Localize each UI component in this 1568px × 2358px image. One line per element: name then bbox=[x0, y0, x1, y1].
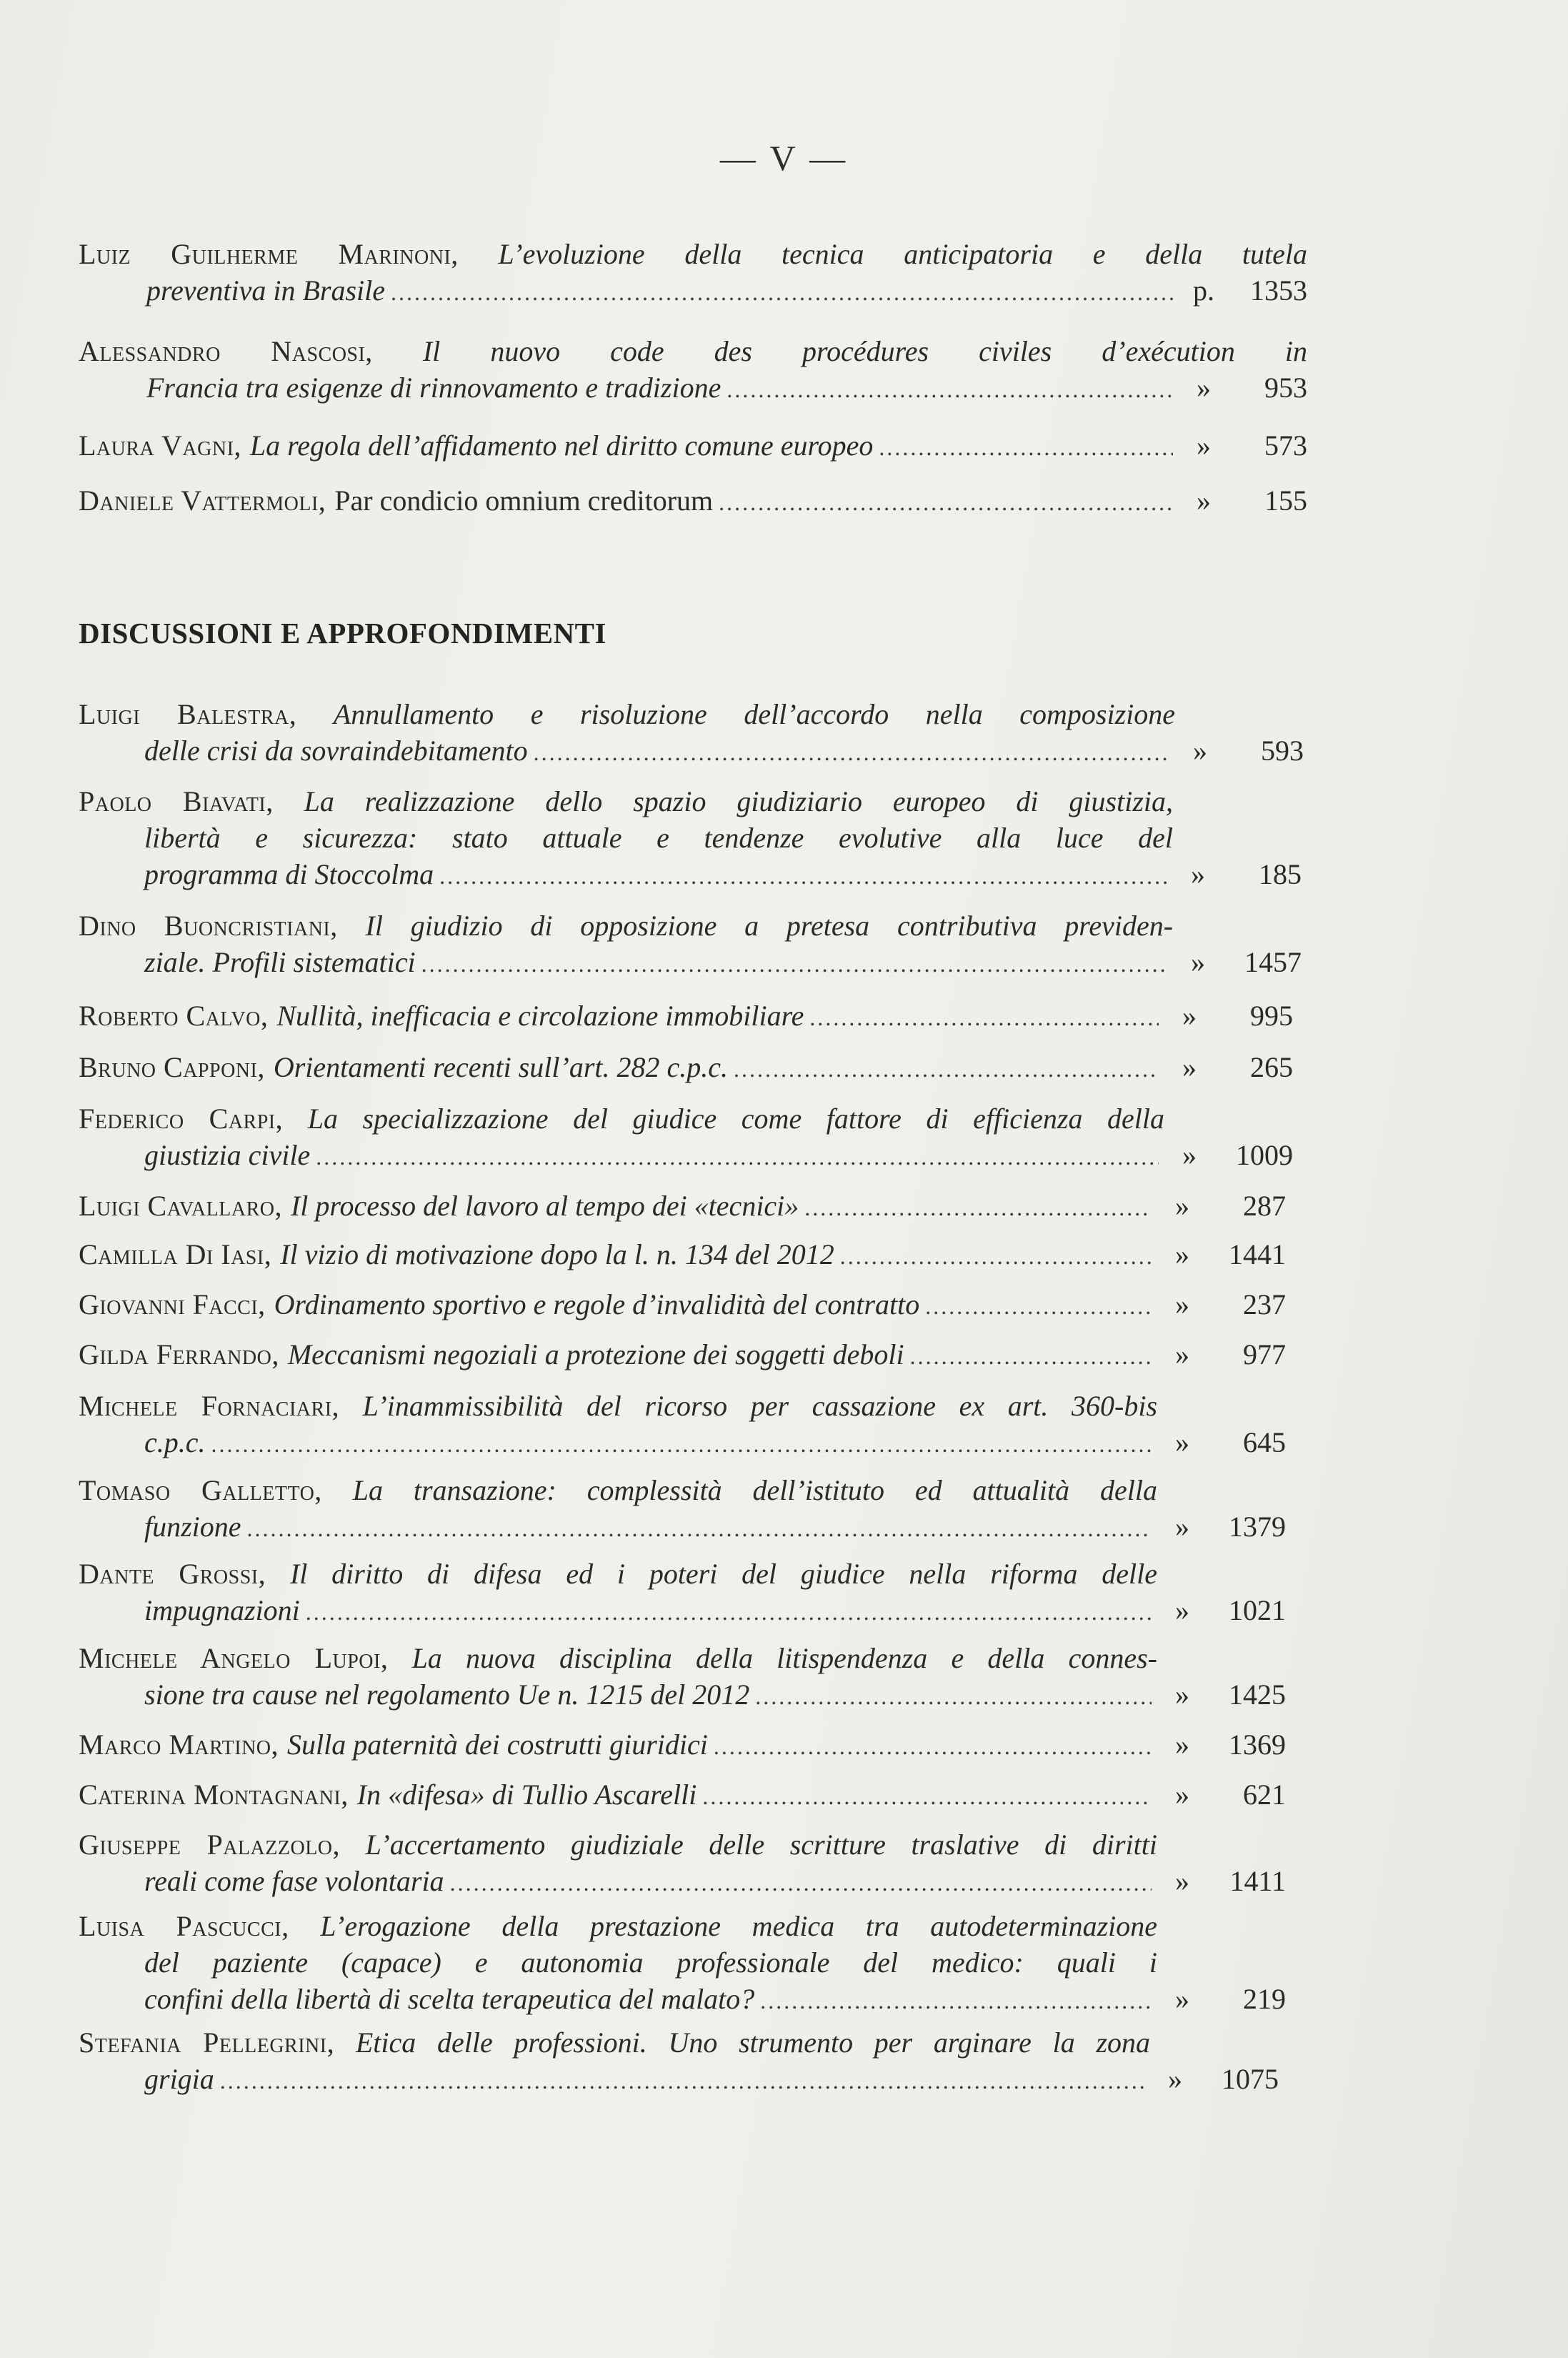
toc-entry-galletto bbox=[79, 1472, 1286, 1547]
leader-dots bbox=[306, 1594, 1152, 1631]
entry-title-cont: grigia bbox=[144, 2063, 214, 2095]
entry-title-cont: libertà e sicurezza: stato attuale e tendenze evolutive alla luce del bbox=[144, 822, 1173, 854]
page-marker: » bbox=[1175, 1511, 1189, 1543]
toc-entry-lupoi bbox=[79, 1640, 1286, 1715]
entry-author: Luigi Cavallaro, bbox=[79, 1190, 282, 1222]
page-marker: » bbox=[1175, 1779, 1189, 1811]
entry-title: Il vizio di motivazione dopo la l. n. 134 del 2012 bbox=[280, 1238, 834, 1270]
page-marker: » bbox=[1175, 1426, 1189, 1458]
entry-title: La realizzazione dello spazio giudiziario europeo di giustizia, bbox=[304, 785, 1173, 817]
entry-page-number: 953 bbox=[1264, 372, 1307, 404]
page-marker: » bbox=[1175, 1288, 1189, 1320]
leader-dots bbox=[804, 1190, 1152, 1226]
page-marker: » bbox=[1168, 2063, 1182, 2095]
leader-dots bbox=[450, 1865, 1152, 1901]
entry-page-number: 1353 bbox=[1250, 274, 1307, 307]
entry-title: Sulla paternità dei costrutti giuridici bbox=[287, 1728, 708, 1761]
entry-title-cont: giustizia civile bbox=[144, 1139, 311, 1171]
toc-entry-di-iasi bbox=[79, 1236, 1286, 1275]
entry-page-number: 1457 bbox=[1244, 946, 1302, 978]
entry-author: Luigi Balestra, bbox=[79, 698, 297, 730]
toc-entry-buoncristiani bbox=[79, 907, 1302, 983]
page-marker: » bbox=[1197, 484, 1211, 517]
section-heading: DISCUSSIONI E APPROFONDIMENTI bbox=[79, 617, 606, 650]
entry-page-number: 1379 bbox=[1229, 1511, 1286, 1543]
page-marker: » bbox=[1175, 1983, 1189, 2015]
entry-page-number: 593 bbox=[1261, 735, 1304, 767]
entry-title-cont: impugnazioni bbox=[144, 1594, 300, 1626]
page-marker: » bbox=[1175, 1190, 1189, 1222]
entry-title: La transazione: complessità dell’istituto ed attualità della bbox=[352, 1474, 1157, 1506]
toc-entry-facci bbox=[79, 1286, 1286, 1325]
entry-title: Nullità, inefficacia e circolazione immobiliare bbox=[276, 1000, 804, 1032]
entry-author: Luisa Pascucci, bbox=[79, 1910, 289, 1942]
entry-title-cont: delle crisi da sovraindebitamento bbox=[144, 735, 528, 767]
toc-entry-montagnani bbox=[79, 1776, 1286, 1815]
toc-entry-pascucci bbox=[79, 1908, 1286, 2019]
entry-title-cont: Francia tra esigenze di rinnovamento e tradizione bbox=[146, 372, 721, 404]
entry-author: Caterina Montagnani, bbox=[79, 1779, 349, 1811]
entry-author: Tomaso Galletto, bbox=[79, 1474, 322, 1506]
page-marker: » bbox=[1197, 372, 1211, 404]
leader-dots bbox=[534, 735, 1169, 771]
leader-dots bbox=[879, 429, 1173, 466]
toc-entry-vagni bbox=[79, 427, 1307, 466]
toc-entry-ferrando bbox=[79, 1336, 1286, 1375]
page-marker: » bbox=[1175, 1865, 1189, 1897]
entry-title: L’evoluzione della tecnica anticipatoria e della tutela bbox=[498, 238, 1308, 270]
leader-dots bbox=[211, 1426, 1152, 1463]
page-marker: » bbox=[1191, 858, 1205, 890]
entry-title: Il diritto di difesa ed i poteri del giudice nella riforma delle bbox=[289, 1558, 1158, 1590]
entry-author: Gilda Ferrando, bbox=[79, 1338, 279, 1370]
leader-dots bbox=[910, 1338, 1152, 1375]
entry-title-cont: reali come fase volontaria bbox=[144, 1865, 444, 1897]
entry-author: Alessandro Nascosi, bbox=[79, 335, 373, 367]
entry-author: Michele Angelo Lupoi, bbox=[79, 1642, 389, 1674]
entry-title: L’accertamento giudiziale delle scritture traslative di diritti bbox=[365, 1829, 1158, 1861]
entry-page-number: 219 bbox=[1243, 1983, 1286, 2015]
entry-title: Meccanismi negoziali a protezione dei soggetti deboli bbox=[287, 1338, 904, 1370]
entry-author: Camilla Di Iasi, bbox=[79, 1238, 272, 1270]
leader-dots bbox=[316, 1139, 1159, 1175]
toc-entry-nascosi bbox=[79, 333, 1307, 408]
entry-page-number: 621 bbox=[1243, 1779, 1286, 1811]
entry-page-number: 573 bbox=[1264, 429, 1307, 462]
entry-title: Annullamento e risoluzione dell’accordo nella composizione bbox=[333, 698, 1175, 730]
leader-dots bbox=[714, 1728, 1152, 1765]
entry-page-number: 645 bbox=[1243, 1426, 1286, 1458]
entry-title: Il processo del lavoro al tempo dei «tecnici» bbox=[290, 1190, 799, 1222]
entry-title: La nuova disciplina della litispendenza e della connes- bbox=[411, 1642, 1158, 1674]
entry-page-number: 1425 bbox=[1229, 1678, 1286, 1711]
page-marker: » bbox=[1191, 946, 1205, 978]
entry-author: Michele Fornaciari, bbox=[79, 1390, 340, 1422]
entry-author: Daniele Vattermoli, bbox=[79, 484, 326, 517]
toc-entry-cavallaro bbox=[79, 1188, 1286, 1226]
page-marker: » bbox=[1175, 1338, 1189, 1370]
toc-entry-vattermoli bbox=[79, 482, 1307, 521]
toc-entry-grossi bbox=[79, 1556, 1286, 1631]
entry-title: L’inammissibilità del ricorso per cassazione ex art. 360-bis bbox=[362, 1390, 1158, 1422]
toc-entry-biavati bbox=[79, 783, 1302, 895]
leader-dots bbox=[719, 484, 1173, 521]
entry-title: In «difesa» di Tullio Ascarelli bbox=[356, 1779, 697, 1811]
entry-title-cont: ziale. Profili sistematici bbox=[144, 946, 416, 978]
page-marker: » bbox=[1175, 1594, 1189, 1626]
leader-dots bbox=[726, 372, 1173, 408]
entry-title: Ordinamento sportivo e regole d’invalidità del contratto bbox=[274, 1288, 920, 1320]
entry-page-number: 155 bbox=[1264, 484, 1307, 517]
entry-title-cont: c.p.c. bbox=[144, 1426, 206, 1458]
entry-author: Federico Carpi, bbox=[79, 1103, 284, 1135]
entry-page-number: 1009 bbox=[1236, 1139, 1293, 1171]
leader-dots bbox=[755, 1678, 1152, 1715]
entry-title-cont: confini della libertà di scelta terapeutica del malato? bbox=[144, 1983, 755, 2015]
entry-author: Luiz Guilherme Marinoni, bbox=[79, 238, 459, 270]
leader-dots bbox=[391, 274, 1173, 311]
toc-entry-carpi bbox=[79, 1100, 1293, 1175]
leader-dots bbox=[925, 1288, 1152, 1325]
entry-page-number: 237 bbox=[1243, 1288, 1286, 1320]
entry-author: Dino Buoncristiani, bbox=[79, 910, 338, 942]
entry-page-number: 1411 bbox=[1229, 1865, 1286, 1897]
page-marker: » bbox=[1175, 1728, 1189, 1761]
entry-author: Giuseppe Palazzolo, bbox=[79, 1829, 341, 1861]
toc-entry-martino bbox=[79, 1726, 1286, 1765]
entry-author: Dante Grossi, bbox=[79, 1558, 266, 1590]
entry-author: Bruno Capponi, bbox=[79, 1051, 265, 1083]
leader-dots bbox=[220, 2063, 1144, 2099]
entry-title: Orientamenti recenti sull’art. 282 c.p.c. bbox=[273, 1051, 728, 1083]
toc-entry-fornaciari bbox=[79, 1388, 1286, 1463]
page-marker: » bbox=[1182, 1000, 1197, 1032]
entry-author: Marco Martino, bbox=[79, 1728, 279, 1761]
entry-page-number: 1021 bbox=[1229, 1594, 1286, 1626]
toc-entry-pellegrini bbox=[79, 2024, 1279, 2099]
entry-author: Paolo Biavati, bbox=[79, 785, 274, 817]
leader-dots bbox=[439, 858, 1167, 895]
entry-page-number: 1075 bbox=[1222, 2063, 1279, 2095]
page-marker: » bbox=[1182, 1139, 1197, 1171]
entry-page-number: 185 bbox=[1259, 858, 1302, 890]
leader-dots bbox=[840, 1238, 1152, 1275]
page-marker: » bbox=[1182, 1051, 1197, 1083]
page-marker: p. bbox=[1193, 274, 1214, 307]
entry-page-number: 1441 bbox=[1229, 1238, 1286, 1270]
entry-title-cont: sione tra cause nel regolamento Ue n. 1215 del 2012 bbox=[144, 1678, 750, 1711]
entry-title-cont: del paziente (capace) e autonomia professionale del medico: quali i bbox=[144, 1946, 1157, 1979]
toc-entry-palazzolo bbox=[79, 1826, 1286, 1901]
entry-title: Il nuovo code des procédures civiles d’exécution in bbox=[422, 335, 1307, 367]
entry-title-cont: funzione bbox=[144, 1511, 241, 1543]
toc-entry-balestra bbox=[79, 696, 1304, 771]
entry-page-number: 977 bbox=[1243, 1338, 1286, 1370]
page-number: — V — bbox=[719, 138, 849, 178]
toc-entry-calvo bbox=[79, 998, 1293, 1036]
entry-page-number: 995 bbox=[1250, 1000, 1293, 1032]
leader-dots bbox=[702, 1779, 1152, 1815]
leader-dots bbox=[760, 1983, 1152, 2019]
entry-title: L’erogazione della prestazione medica tra autodeterminazione bbox=[320, 1910, 1158, 1942]
leader-dots bbox=[809, 1000, 1159, 1036]
entry-title: La regola dell’affidamento nel diritto comune europeo bbox=[249, 429, 874, 462]
entry-author: Roberto Calvo, bbox=[79, 1000, 269, 1032]
toc-entry-capponi bbox=[79, 1049, 1293, 1088]
leader-dots bbox=[247, 1511, 1152, 1547]
entry-title-cont: programma di Stoccolma bbox=[144, 858, 434, 890]
entry-page-number: 287 bbox=[1243, 1190, 1286, 1222]
toc-entry-marinoni bbox=[79, 236, 1307, 311]
entry-title: Il giudizio di opposizione a pretesa contributiva previden- bbox=[365, 910, 1174, 942]
entry-title: Etica delle professioni. Uno strumento per arginare la zona bbox=[355, 2026, 1151, 2059]
page-marker: » bbox=[1197, 429, 1211, 462]
page-marker: » bbox=[1175, 1678, 1189, 1711]
entry-author: Laura Vagni, bbox=[79, 429, 241, 462]
entry-author: Giovanni Facci, bbox=[79, 1288, 266, 1320]
entry-title: Par condicio omnium creditorum bbox=[334, 484, 714, 517]
leader-dots bbox=[734, 1051, 1159, 1088]
page-marker: » bbox=[1193, 735, 1207, 767]
entry-title: La specializzazione del giudice come fattore di efficienza della bbox=[307, 1103, 1165, 1135]
entry-title-cont: preventiva in Brasile bbox=[146, 274, 385, 307]
entry-page-number: 265 bbox=[1250, 1051, 1293, 1083]
entry-author: Stefania Pellegrini, bbox=[79, 2026, 335, 2059]
page-marker: » bbox=[1175, 1238, 1189, 1270]
leader-dots bbox=[421, 946, 1167, 983]
entry-page-number: 1369 bbox=[1229, 1728, 1286, 1761]
